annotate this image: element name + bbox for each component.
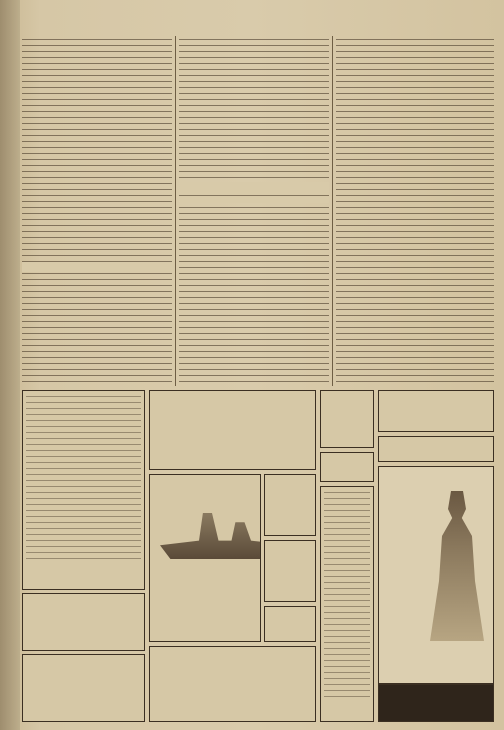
ad-body [324, 489, 370, 699]
section-headline [179, 182, 329, 195]
steamship-illustration [160, 513, 261, 559]
ad-body [26, 393, 141, 563]
ad-leipziger [264, 606, 316, 642]
column-text [22, 36, 172, 386]
column-divider [175, 36, 176, 386]
ad-amerika-shipping [149, 474, 261, 642]
column-text [179, 36, 329, 386]
ad-gummisohlen [320, 390, 374, 448]
column-2 [179, 36, 329, 386]
ad-buchhandlung [320, 486, 374, 722]
ad-mono [320, 452, 374, 482]
ad-erdal-illustration [378, 466, 494, 684]
column-divider [332, 36, 333, 386]
ad-mueller [264, 474, 316, 536]
column-text [336, 36, 494, 386]
woman-illustration [427, 491, 487, 641]
section-headline [22, 262, 172, 272]
advertisements [22, 390, 494, 722]
column-1 [22, 36, 172, 386]
ad-konditorei [149, 390, 316, 470]
ad-official-notices [22, 390, 145, 590]
ad-maedchen [264, 540, 316, 602]
ad-felle [149, 646, 316, 722]
ad-text [324, 489, 370, 699]
ad-copper-wire [22, 593, 145, 651]
ad-text [26, 393, 141, 563]
ad-erdal [378, 684, 494, 722]
article-columns [22, 36, 494, 386]
page-edge [0, 0, 20, 730]
column-3 [336, 36, 494, 386]
ad-partei-literatur [378, 436, 494, 462]
ad-wanted [22, 654, 145, 722]
dateline [179, 196, 329, 203]
ad-weltkrieg [378, 390, 494, 432]
